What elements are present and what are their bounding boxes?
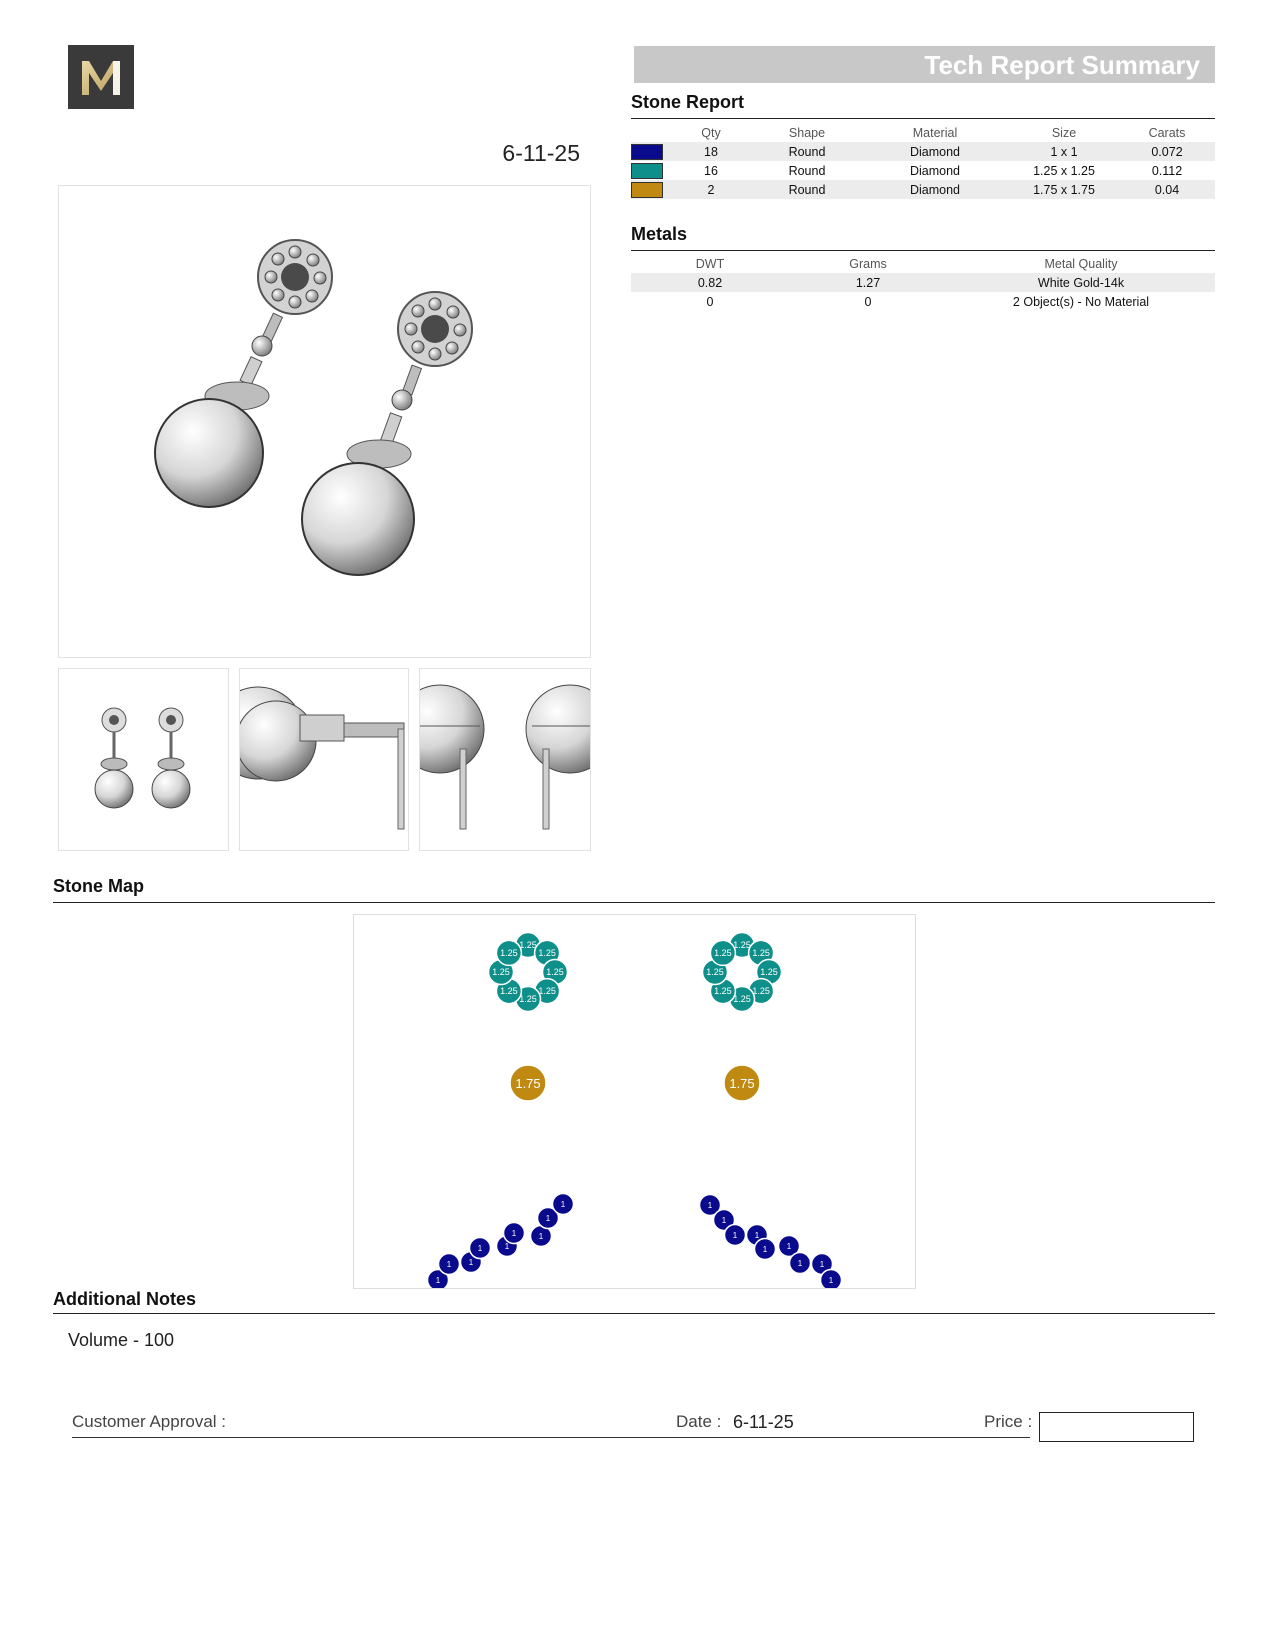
stone-marker-small	[755, 1239, 776, 1260]
stone-report-title: Stone Report	[631, 92, 745, 112]
col-qty: Qty	[701, 125, 721, 140]
report-date: 6-11-25	[502, 140, 580, 166]
stone-marker-label: 1	[468, 1258, 474, 1267]
stone-marker-label: 1	[511, 1229, 517, 1238]
thumbnail-pearl-view	[419, 668, 591, 851]
stone-report-table	[631, 123, 1215, 199]
main-render-image	[58, 185, 591, 658]
stone-marker-label: 1	[707, 1201, 713, 1210]
metals-title: Metals	[631, 224, 688, 244]
stone-marker-label: 1.25	[500, 986, 518, 997]
approval-signature-line[interactable]	[72, 1437, 1030, 1438]
report-header	[634, 46, 1215, 83]
stone-marker-label: 1.25	[752, 986, 770, 997]
cell-qty: 18	[669, 142, 753, 161]
stone-marker-large	[724, 1065, 760, 1101]
cell-dwt: 0.82	[631, 273, 789, 292]
stone-marker-small	[725, 1225, 746, 1246]
col-material: Material	[912, 125, 958, 140]
cell-dwt: 0	[706, 294, 714, 309]
stone-marker-label: 1	[786, 1242, 792, 1251]
stone-marker-label: 1	[732, 1231, 738, 1240]
color-swatch	[631, 144, 663, 160]
price-label: Price :	[984, 1412, 1033, 1431]
cell-size: 1 x 1	[1009, 142, 1119, 161]
cell-qty: 2	[669, 180, 753, 199]
stone-marker-label: 1	[828, 1276, 834, 1285]
stone-marker-small	[470, 1238, 491, 1259]
cell-shape: Round	[788, 163, 826, 178]
notes-text: Volume - 100	[68, 1330, 175, 1350]
stone-marker-small	[553, 1194, 574, 1215]
stone-marker-label: 1.25	[538, 986, 556, 997]
cell-material: Diamond	[861, 142, 1009, 161]
metals-header-row	[631, 254, 1215, 273]
cell-grams: 0	[864, 294, 872, 309]
stone-map-rule	[53, 902, 1215, 903]
stone-marker-label: 1	[545, 1214, 551, 1223]
cell-material: Diamond	[861, 180, 1009, 199]
stone-marker-medium	[496, 940, 521, 965]
thumbnail-front-view	[58, 668, 229, 851]
stone-marker-label: 1.25	[752, 947, 770, 958]
cell-material: Diamond	[909, 163, 961, 178]
col-grams: Grams	[849, 256, 887, 271]
table-row	[631, 161, 1215, 180]
stone-marker-label: 1.25	[714, 947, 732, 958]
col-carats: Carats	[1148, 125, 1186, 140]
col-shape: Shape	[788, 125, 826, 140]
cell-quality: 2 Object(s) - No Material	[1012, 294, 1150, 309]
stone-marker-label: 1.25	[760, 967, 778, 977]
metals-rule	[631, 250, 1215, 251]
cell-carats: 0.072	[1119, 142, 1215, 161]
color-swatch	[631, 182, 663, 198]
stone-report-rule	[631, 118, 1215, 119]
cell-carats: 0.112	[1151, 163, 1183, 178]
cell-shape: Round	[753, 142, 861, 161]
col-size: Size	[1051, 125, 1077, 140]
stone-marker-label: 1	[754, 1231, 760, 1240]
approval-date-label: Date :	[676, 1412, 722, 1431]
stone-marker-label: 1.25	[519, 994, 537, 1004]
cell-carats: 0.04	[1119, 180, 1215, 199]
stone-report-header-row	[631, 123, 1215, 142]
approval-date-value: 6-11-25	[733, 1412, 794, 1432]
stone-marker-label: 1	[477, 1244, 483, 1253]
cell-size: 1.75 x 1.75	[1009, 180, 1119, 199]
cell-qty: 16	[704, 163, 718, 178]
stone-marker-medium	[710, 940, 735, 965]
stone-marker-label: 1	[446, 1260, 452, 1269]
cell-quality: White Gold-14k	[947, 273, 1215, 292]
stone-marker-label: 1.25	[500, 947, 518, 958]
stone-marker-label: 1.75	[515, 1076, 541, 1091]
stone-marker-label: 1.25	[519, 940, 537, 950]
stone-marker-label: 1	[721, 1216, 727, 1225]
cell-grams: 1.27	[789, 273, 947, 292]
stone-marker-small	[821, 1270, 842, 1289]
cell-shape: Round	[753, 180, 861, 199]
stone-marker-label: 1	[797, 1259, 803, 1268]
stone-marker-small	[439, 1254, 460, 1275]
stone-map-title: Stone Map	[53, 876, 145, 896]
stone-marker-label: 1.75	[729, 1076, 755, 1091]
table-row	[631, 142, 1215, 161]
stone-marker-small	[504, 1223, 525, 1244]
stone-marker-label: 1.25	[546, 967, 564, 977]
brand-logo	[68, 45, 134, 109]
stone-marker-small	[790, 1253, 811, 1274]
stone-marker-label: 1.25	[706, 967, 724, 977]
metals-table	[631, 254, 1215, 311]
stone-marker-label: 1	[435, 1276, 441, 1285]
stone-marker-label: 1	[762, 1245, 768, 1254]
thumbnail-side-view	[239, 668, 409, 851]
stone-marker-label: 1.25	[538, 947, 556, 958]
stone-marker-label: 1	[538, 1232, 544, 1241]
cell-size: 1.25 x 1.25	[1033, 163, 1095, 178]
color-swatch	[631, 163, 663, 179]
price-input-box[interactable]	[1039, 1412, 1194, 1442]
stone-map-diagram	[353, 914, 916, 1289]
stone-marker-label: 1.25	[492, 967, 510, 977]
table-row	[631, 292, 1215, 311]
table-row	[631, 273, 1215, 292]
notes-rule	[53, 1313, 1215, 1314]
col-dwt: DWT	[695, 256, 725, 271]
stone-marker-label: 1	[560, 1200, 566, 1209]
col-metal-quality: Metal Quality	[1044, 256, 1118, 271]
table-row	[631, 180, 1215, 199]
stone-marker-label: 1	[819, 1260, 825, 1269]
stone-marker-label: 1.25	[733, 994, 751, 1004]
stone-marker-label: 1.25	[714, 986, 732, 997]
stone-marker-label: 1.25	[733, 940, 751, 950]
stone-marker-label: 1	[504, 1242, 510, 1251]
notes-title: Additional Notes	[53, 1289, 196, 1309]
customer-approval-label: Customer Approval :	[72, 1412, 227, 1431]
report-title: Tech Report Summary	[924, 50, 1200, 80]
stone-map-svg	[354, 915, 915, 1288]
stone-marker-large	[510, 1065, 546, 1101]
